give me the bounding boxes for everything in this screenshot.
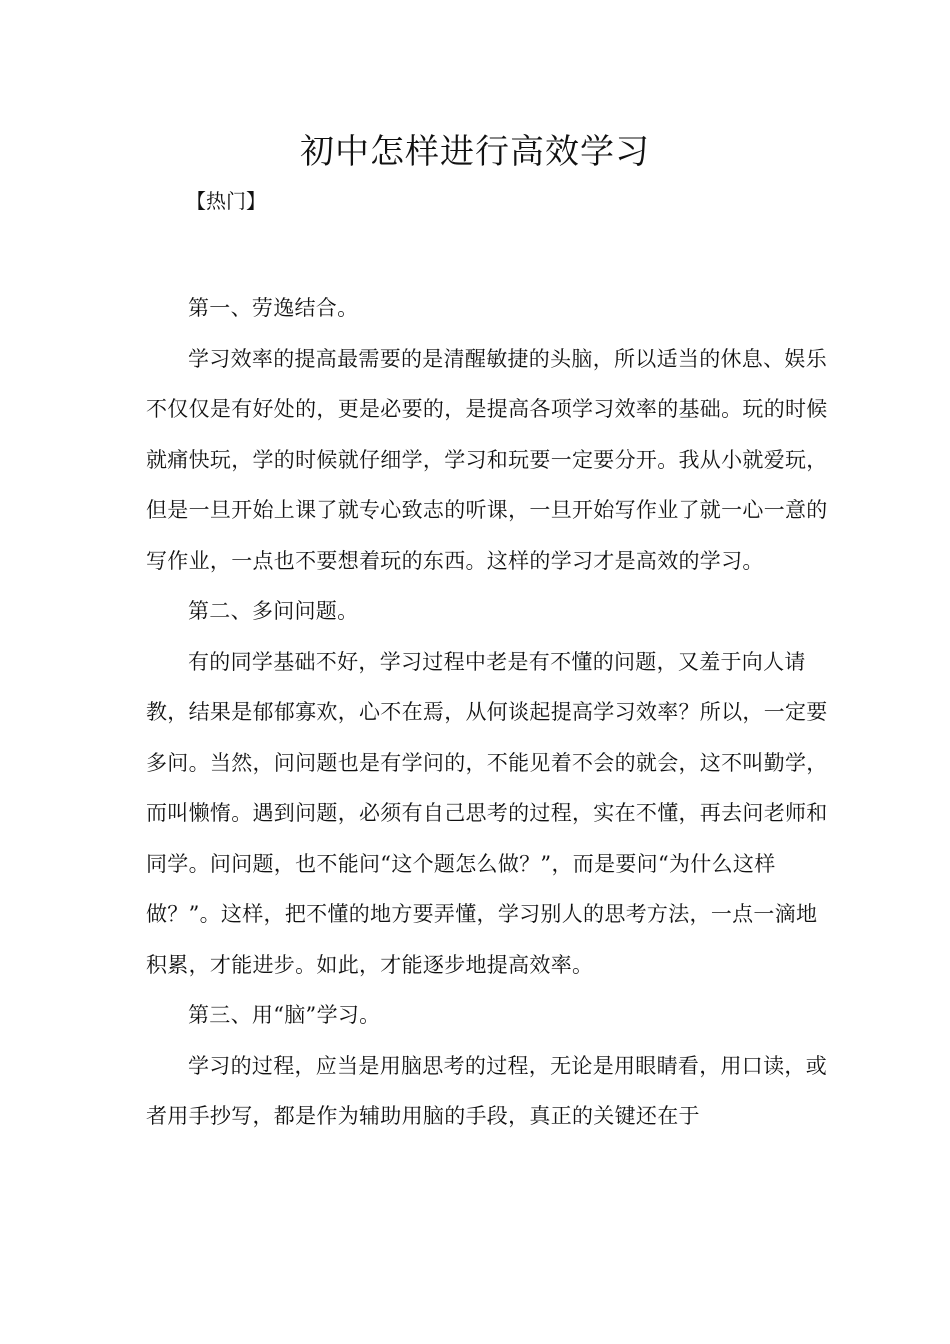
hot-tag: 【热门】 (186, 189, 266, 213)
document-title: 初中怎样进行高效学习 (300, 132, 650, 172)
section-heading-2: 第二、多问问题。 (188, 599, 359, 623)
paragraph-3: 学习的过程，应当是用脑思考的过程，无论是用眼睛看，用口读，或者用手抄写，都是作为辅助用脑的手段，真正的关键还在于 (146, 1053, 827, 1128)
document-body (146, 283, 836, 1142)
section-heading-1: 第一、劳逸结合。 (188, 296, 359, 320)
paragraph-2: 有的同学基础不好，学习过程中老是有不懂的问题，又羞于向人请教，结果是郁郁寡欢，心不在焉，从何谈起提高学习效率？所以，一定要多问。当然，问问题也是有学问的，不能见着不会的就会，这不叫勤学，而叫懒惰。遇到问题，必须有自己思考的过程，实在不懂，再去问老师和同学。问问题，也不能问“这个题怎么做？”，而是要问“为什么这样做？”。这样，把不懂的地方要弄懂，学习别人的思考方法，一点一滴地积累，才能进步。如此，才能逐步地提高效率。 (146, 649, 828, 977)
section-heading-3: 第三、用“脑”学习。 (188, 1003, 381, 1027)
paragraph-1: 学习效率的提高最需要的是清醒敏捷的头脑，所以适当的休息、娱乐不仅仅是有好处的，更是必要的，是提高各项学习效率的基础。玩的时候就痛快玩，学的时候就仔细学，学习和玩要一定要分开。我从小就爱玩，但是一旦开始上课了就专心致志的听课，一旦开始写作业了就一心一意的写作业，一点也不要想着玩的东西。这样的学习才是高效的学习。 (146, 346, 828, 573)
